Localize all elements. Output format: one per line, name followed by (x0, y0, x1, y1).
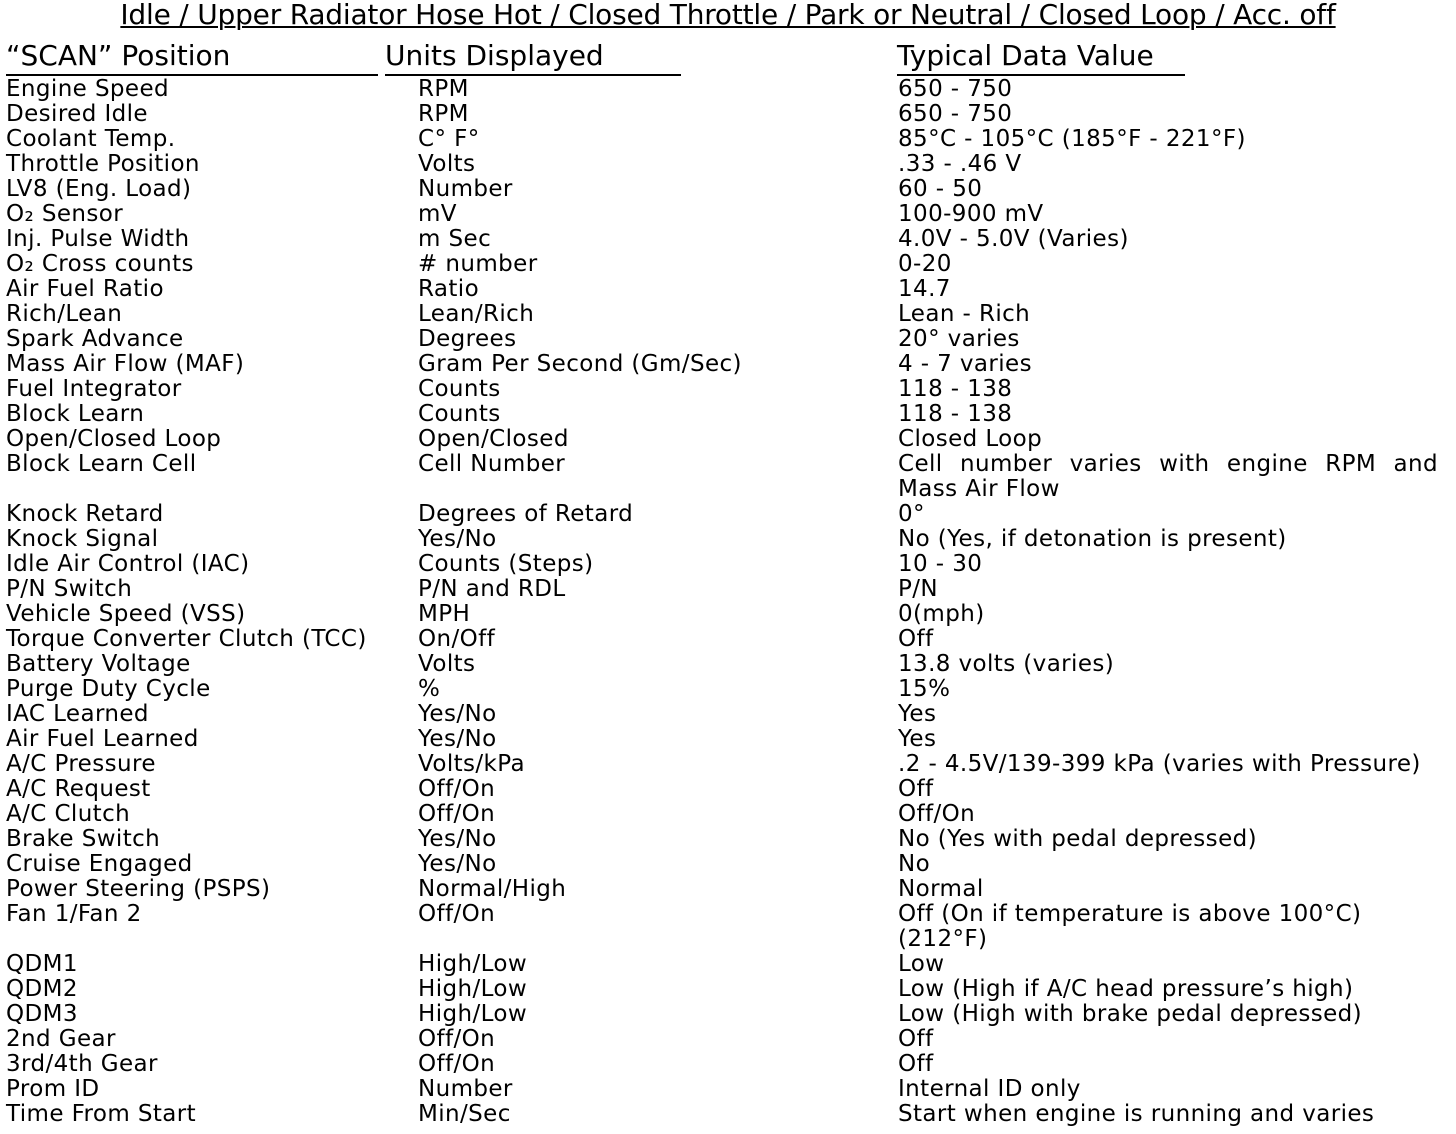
units-displayed-cell: RPM (418, 101, 469, 127)
typical-data-value-cell: Off (898, 1026, 934, 1052)
units-displayed-cell: Lean/Rich (418, 301, 535, 327)
table-row (0, 727, 1456, 752)
units-displayed-cell: Counts (418, 401, 501, 427)
table-row (0, 952, 1456, 977)
units-displayed-cell: Counts (418, 376, 501, 402)
typical-data-value-cell: Cell number varies with engine RPM and Mass Air Flow (898, 451, 1438, 502)
units-displayed-cell: Number (418, 1076, 513, 1102)
units-displayed-cell: Yes/No (418, 701, 497, 727)
table-row (0, 777, 1456, 802)
scan-position-cell: Air Fuel Ratio (6, 276, 164, 302)
typical-data-value-cell: 0-20 (898, 251, 952, 277)
table-row (0, 602, 1456, 627)
scan-position-cell: Power Steering (PSPS) (6, 876, 271, 902)
table-row (0, 352, 1456, 377)
table-row (0, 202, 1456, 227)
typical-data-value-cell: Yes (898, 701, 937, 727)
table-row (0, 1102, 1456, 1127)
table-row (0, 177, 1456, 202)
typical-data-value-cell: Off (898, 776, 934, 802)
units-displayed-cell: Min/Sec (418, 1101, 511, 1127)
scan-position-cell: Air Fuel Learned (6, 726, 199, 752)
units-displayed-cell: P/N and RDL (418, 576, 566, 602)
units-displayed-cell: Degrees (418, 326, 517, 352)
units-displayed-cell: RPM (418, 76, 469, 102)
table-row (0, 627, 1456, 652)
table-row (0, 452, 1456, 502)
table-row (0, 377, 1456, 402)
table-row (0, 227, 1456, 252)
table-row (0, 427, 1456, 452)
units-displayed-cell: Normal/High (418, 876, 567, 902)
units-displayed-cell: mV (418, 201, 457, 227)
scan-position-cell: Open/Closed Loop (6, 426, 222, 452)
column-header-typical-data-value: Typical Data Value (897, 38, 1185, 76)
table-row (0, 977, 1456, 1002)
typical-data-value-cell: Lean - Rich (898, 301, 1031, 327)
scan-position-cell: Prom ID (6, 1076, 100, 1102)
units-displayed-cell: MPH (418, 601, 471, 627)
table-row (0, 102, 1456, 127)
typical-data-value-cell: Low (High with brake pedal depressed) (898, 1001, 1363, 1027)
scan-position-cell: Coolant Temp. (6, 126, 176, 152)
typical-data-value-cell: 0(mph) (898, 601, 985, 627)
typical-data-value-cell: 15% (898, 676, 951, 702)
scan-data-table (0, 77, 1456, 1127)
scan-position-cell: Block Learn Cell (6, 451, 197, 477)
table-row (0, 677, 1456, 702)
typical-data-value-cell: No (Yes, if detonation is present) (898, 526, 1287, 552)
scan-position-cell: 3rd/4th Gear (6, 1051, 158, 1077)
units-displayed-cell: Cell Number (418, 451, 566, 477)
typical-data-value-cell: 4.0V - 5.0V (Varies) (898, 226, 1129, 252)
typical-data-value-cell: Internal ID only (898, 1076, 1081, 1102)
units-displayed-cell: Off/On (418, 776, 496, 802)
table-row (0, 652, 1456, 677)
column-header-units-displayed: Units Displayed (385, 38, 681, 76)
page-title: Idle / Upper Radiator Hose Hot / Closed Throttle / Park or Neutral / Closed Loop / Acc. off (120, 0, 1336, 31)
table-row (0, 702, 1456, 727)
typical-data-value-cell: 85°C - 105°C (185°F - 221°F) (898, 126, 1246, 152)
typical-data-value-cell: 0° (898, 501, 925, 527)
table-row (0, 252, 1456, 277)
typical-data-value-cell: No (898, 851, 931, 877)
units-displayed-cell: High/Low (418, 951, 528, 977)
typical-data-value-cell: 10 - 30 (898, 551, 983, 577)
units-displayed-cell: On/Off (418, 626, 496, 652)
scan-position-cell: Cruise Engaged (6, 851, 193, 877)
table-row (0, 752, 1456, 777)
table-row (0, 827, 1456, 852)
scan-position-cell: LV8 (Eng. Load) (6, 176, 192, 202)
scan-position-cell: 2nd Gear (6, 1026, 116, 1052)
scan-position-cell: QDM2 (6, 976, 78, 1002)
units-displayed-cell: C° F° (418, 126, 480, 152)
typical-data-value-cell: Off (898, 626, 934, 652)
scan-position-cell: Fan 1/Fan 2 (6, 901, 142, 927)
scan-position-cell: Idle Air Control (IAC) (6, 551, 250, 577)
typical-data-value-cell: No (Yes with pedal depressed) (898, 826, 1257, 852)
units-displayed-cell: Off/On (418, 1026, 496, 1052)
table-row (0, 402, 1456, 427)
table-row (0, 502, 1456, 527)
typical-data-value-cell: .33 - .46 V (898, 151, 1022, 177)
units-displayed-cell: % (418, 676, 441, 702)
scan-position-cell: O₂ Sensor (6, 201, 124, 227)
table-row (0, 77, 1456, 102)
units-displayed-cell: Volts (418, 151, 476, 177)
units-displayed-cell: Yes/No (418, 826, 497, 852)
units-displayed-cell: Open/Closed (418, 426, 569, 452)
column-header-scan-position: “SCAN” Position (6, 38, 378, 76)
scan-position-cell: Spark Advance (6, 326, 184, 352)
typical-data-value-cell: Start when engine is running and varies (898, 1101, 1375, 1127)
table-row (0, 902, 1456, 952)
units-displayed-cell: Yes/No (418, 726, 497, 752)
units-displayed-cell: Degrees of Retard (418, 501, 634, 527)
table-row (0, 552, 1456, 577)
units-displayed-cell: Number (418, 176, 513, 202)
units-displayed-cell: # number (418, 251, 538, 277)
table-row (0, 1027, 1456, 1052)
scan-position-cell: Block Learn (6, 401, 145, 427)
scan-position-cell: Time From Start (6, 1101, 197, 1127)
table-row (0, 877, 1456, 902)
units-displayed-cell: High/Low (418, 976, 528, 1002)
scan-position-cell: A/C Pressure (6, 751, 156, 777)
table-row (0, 277, 1456, 302)
typical-data-value-cell: Yes (898, 726, 937, 752)
typical-data-value-cell: 650 - 750 (898, 101, 1013, 127)
typical-data-value-cell: 60 - 50 (898, 176, 983, 202)
scan-position-cell: A/C Request (6, 776, 151, 802)
typical-data-value-cell: Off (898, 1051, 934, 1077)
units-displayed-cell: Off/On (418, 1051, 496, 1077)
units-displayed-cell: m Sec (418, 226, 492, 252)
table-row (0, 527, 1456, 552)
scan-position-cell: QDM3 (6, 1001, 78, 1027)
scan-position-cell: A/C Clutch (6, 801, 131, 827)
typical-data-value-cell: .2 - 4.5V/139-399 kPa (varies with Pressure) (898, 751, 1421, 777)
table-row (0, 302, 1456, 327)
scan-position-cell: Battery Voltage (6, 651, 191, 677)
typical-data-value-cell: 13.8 volts (varies) (898, 651, 1115, 677)
scan-position-cell: Engine Speed (6, 76, 170, 102)
units-displayed-cell: Counts (Steps) (418, 551, 594, 577)
table-row (0, 127, 1456, 152)
scan-position-cell: Brake Switch (6, 826, 161, 852)
scan-position-cell: Fuel Integrator (6, 376, 182, 402)
scan-position-cell: IAC Learned (6, 701, 149, 727)
units-displayed-cell: Volts (418, 651, 476, 677)
units-displayed-cell: High/Low (418, 1001, 528, 1027)
typical-data-value-cell: 14.7 (898, 276, 951, 302)
table-row (0, 1077, 1456, 1102)
units-displayed-cell: Off/On (418, 901, 496, 927)
typical-data-value-cell: 118 - 138 (898, 376, 1013, 402)
scan-position-cell: Torque Converter Clutch (TCC) (6, 626, 367, 652)
scan-position-cell: Knock Signal (6, 526, 159, 552)
typical-data-value-cell: 4 - 7 varies (898, 351, 1032, 377)
scan-position-cell: Inj. Pulse Width (6, 226, 190, 252)
scan-position-cell: Throttle Position (6, 151, 200, 177)
typical-data-value-cell: Normal (898, 876, 984, 902)
table-row (0, 852, 1456, 877)
typical-data-value-cell: 20° varies (898, 326, 1020, 352)
typical-data-value-cell: Low (898, 951, 945, 977)
table-row (0, 802, 1456, 827)
table-row (0, 1002, 1456, 1027)
typical-data-value-cell: Off/On (898, 801, 976, 827)
units-displayed-cell: Yes/No (418, 526, 497, 552)
table-row (0, 1052, 1456, 1077)
typical-data-value-cell: Off (On if temperature is above 100°C) (212°F) (898, 901, 1362, 952)
units-displayed-cell: Ratio (418, 276, 480, 302)
table-row (0, 327, 1456, 352)
units-displayed-cell: Yes/No (418, 851, 497, 877)
typical-data-value-cell: Closed Loop (898, 426, 1043, 452)
typical-data-value-cell: 100-900 mV (898, 201, 1044, 227)
scan-position-cell: O₂ Cross counts (6, 251, 194, 277)
scan-position-cell: Rich/Lean (6, 301, 123, 327)
units-displayed-cell: Gram Per Second (Gm/Sec) (418, 351, 742, 377)
scan-position-cell: Knock Retard (6, 501, 164, 527)
units-displayed-cell: Off/On (418, 801, 496, 827)
scan-position-cell: Purge Duty Cycle (6, 676, 211, 702)
typical-data-value-cell: P/N (898, 576, 939, 602)
scan-position-cell: P/N Switch (6, 576, 133, 602)
scan-position-cell: QDM1 (6, 951, 78, 977)
typical-data-value-cell: 118 - 138 (898, 401, 1013, 427)
typical-data-value-cell: 650 - 750 (898, 76, 1013, 102)
units-displayed-cell: Volts/kPa (418, 751, 526, 777)
typical-data-value-cell: Low (High if A/C head pressure’s high) (898, 976, 1354, 1002)
scan-position-cell: Mass Air Flow (MAF) (6, 351, 245, 377)
table-row (0, 577, 1456, 602)
scan-position-cell: Desired Idle (6, 101, 148, 127)
table-row (0, 152, 1456, 177)
scan-position-cell: Vehicle Speed (VSS) (6, 601, 246, 627)
